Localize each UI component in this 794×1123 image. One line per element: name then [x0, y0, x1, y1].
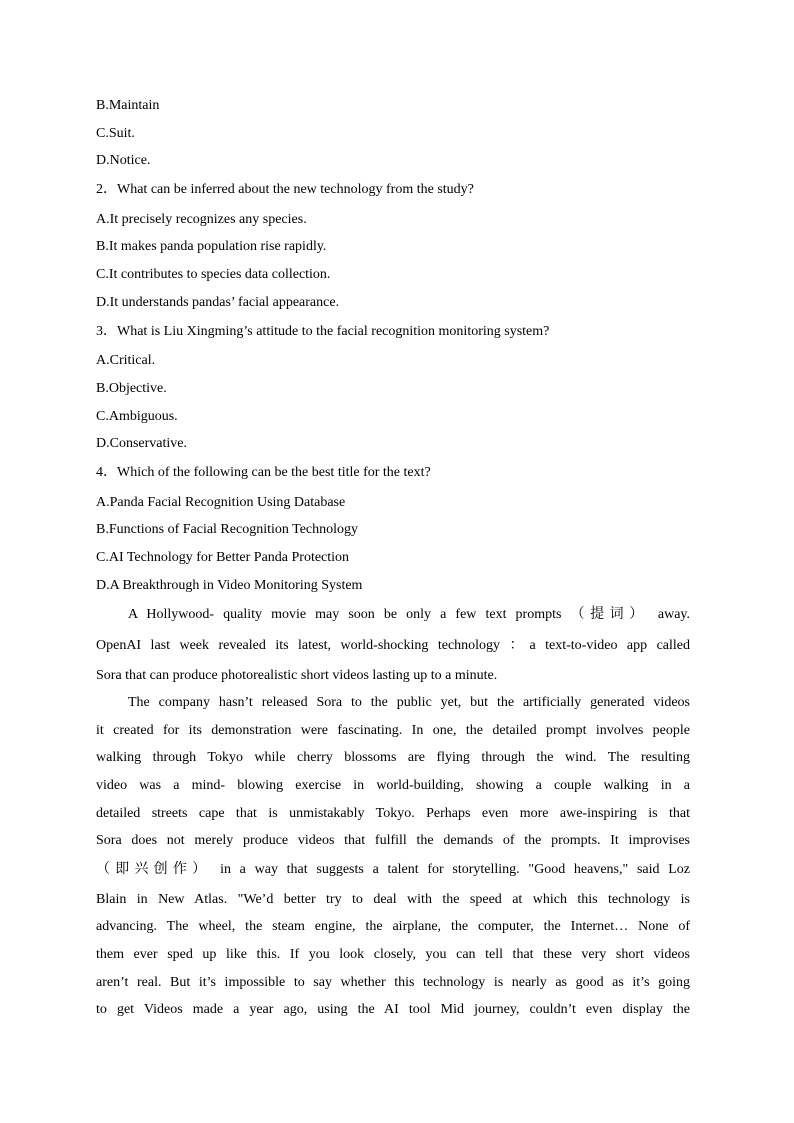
q2-option-b: B.It makes panda population rise rapidly.: [96, 239, 327, 254]
q1-option-d: D.Notice.: [96, 153, 151, 168]
q4-option-a: A.Panda Facial Recognition Using Database: [96, 495, 346, 510]
passage-p2-line: Sora does not merely produce videos that fulfill the demands of the prompts. It improvises: [96, 833, 690, 848]
q3-option-a: A.Critical.: [96, 353, 156, 368]
passage-p2-line: it created for its demonstration were fascinating. In one, the detailed prompt involves people: [96, 723, 690, 738]
q2-option-c: C.It contributes to species data collection.: [96, 267, 331, 282]
passage-p2-line: to get Videos made a year ago, using the AI tool Mid journey, couldn’t even display the: [96, 1002, 690, 1017]
passage-p2-line: video was a mind- blowing exercise in world-building, showing a couple walking in a: [96, 778, 690, 793]
q2-option-a: A.It precisely recognizes any species.: [96, 212, 307, 227]
passage-p2-line: The company hasn’t released Sora to the public yet, but the artificially generated videos: [128, 695, 690, 710]
q2-option-d: D.It understands pandas’ facial appearance.: [96, 295, 340, 310]
q1-option-c: C.Suit.: [96, 126, 135, 141]
q3-option-b: B.Objective.: [96, 381, 167, 396]
q1-option-b: B.Maintain: [96, 98, 160, 113]
q2-question: 2．What can be inferred about the new technology from the study?: [96, 182, 474, 197]
passage-p1-line: A Hollywood- quality movie may soon be only a few text prompts （提词） away.: [128, 607, 690, 622]
q4-question: 4．Which of the following can be the best title for the text?: [96, 465, 431, 480]
q4-option-d: D.A Breakthrough in Video Monitoring System: [96, 578, 363, 593]
q3-option-d: D.Conservative.: [96, 436, 187, 451]
passage-p2-line: Blain in New Atlas. "We’d better try to deal with the speed at which this technology is: [96, 892, 690, 907]
passage-p1-line: OpenAI last week revealed its latest, world-shocking technology ：a text-to-video app called: [96, 638, 690, 653]
passage-p2-line: aren’t real. But it’s impossible to say whether this technology is nearly as good as it’s going: [96, 975, 690, 990]
passage-p2-line: advancing. The wheel, the steam engine, the airplane, the computer, the Internet… None of: [96, 919, 690, 934]
q3-option-c: C.Ambiguous.: [96, 409, 178, 424]
q3-question: 3．What is Liu Xingming’s attitude to the facial recognition monitoring system?: [96, 324, 550, 339]
q4-option-c: C.AI Technology for Better Panda Protection: [96, 550, 350, 565]
passage-p1-line: Sora that can produce photorealistic short videos lasting up to a minute.: [96, 668, 498, 683]
q4-option-b: B.Functions of Facial Recognition Technology: [96, 522, 359, 537]
passage-p2-line: detailed streets cape that is unmistakably Tokyo. Perhaps even more awe-inspiring is that: [96, 806, 690, 821]
passage-p2-line: walking through Tokyo while cherry blossoms are flying through the wind. The resulting: [96, 750, 690, 765]
passage-p2-line: （即兴创作） in a way that suggests a talent for storytelling. "Good heavens," said Loz: [96, 862, 690, 877]
passage-p2-line: them ever sped up like this. If you look closely, you can tell that these very short videos: [96, 947, 690, 962]
